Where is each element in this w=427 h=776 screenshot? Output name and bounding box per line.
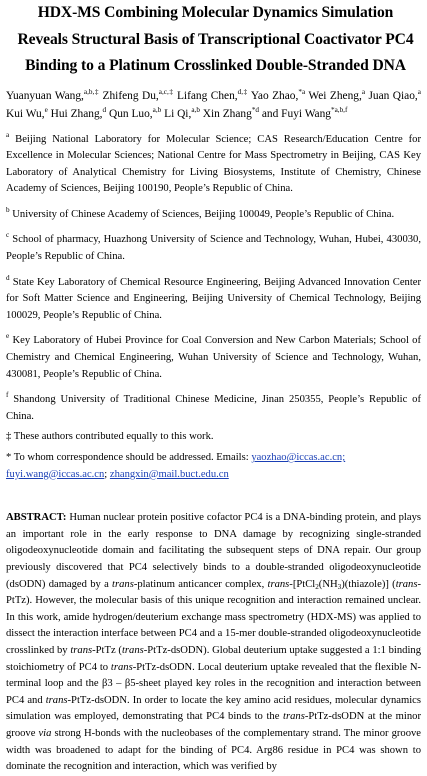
subscript: 3 — [337, 582, 342, 591]
title-line-1: HDX-MS Combining Molecular Dynamics Simulation — [37, 4, 394, 21]
author-affil-mark: *d — [251, 105, 260, 114]
author-affil-mark: e — [44, 105, 48, 114]
affil-mark: e — [6, 332, 10, 341]
author-affil-mark: *a,b,f — [331, 105, 348, 114]
author-affil-mark: a,b,‡ — [83, 87, 100, 96]
title-line-3: Binding to a Platinum Crosslinked Double-Stranded DNA — [25, 57, 406, 74]
affil-mark: b — [6, 205, 10, 214]
paper-title — [4, 0, 427, 80]
author-name: Yuanyuan Wang, — [6, 89, 84, 102]
affiliation-f — [6, 392, 421, 425]
abstract-text: -PtTz ( — [92, 644, 122, 656]
abstract-text: -PtTz-dsODN. Local deuterium uptake revealed that the flexible N-terminal loop and the β3 – β5-sheet played key roles in the recognition and interaction between PC4 and — [6, 661, 422, 706]
affil-text: Beijing National Laboratory for Molecular Science; CAS Research/Education Centre for Excellence in Molecular Sciences; National Centre for Mass Spectrometry in Beijing, CAS Key Laboratory of Analytical Chemistry for Living Biosystems, Institute of Chemistry, Chinese Academy of Sciences, Beijing 100190, People’s Republic of China. — [6, 133, 421, 195]
title-line-2: Reveals Structural Basis of Transcriptional Coactivator PC4 — [17, 30, 414, 48]
author-affil-mark: a,b — [152, 105, 162, 114]
abstract-text: strong H-bonds with the nucleobases of the complementary strand. The minor groove width was broadened to adapt for the binding of PC4. Arg86 residue in PC4 was shown to dominate the recognition and interaction, which was verified by — [6, 727, 421, 773]
abstract-text: (NH — [318, 578, 338, 590]
affiliation-c — [6, 232, 421, 265]
author-name: Hui Zhang, — [50, 107, 103, 120]
affiliation-a — [6, 132, 421, 198]
abstract-text: -PtTz-dsODN at the minor groove — [6, 711, 421, 739]
author-name: Kui Wu, — [6, 107, 45, 120]
abstract-heading: ABSTRACT: — [6, 512, 67, 524]
author-name: Qun Luo, — [108, 107, 153, 120]
affil-text: University of Chinese Academy of Sciences, Beijing 100049, People’s Republic of China. — [9, 208, 395, 220]
italic-term: trans — [121, 644, 144, 656]
subscript: 2 — [315, 582, 319, 591]
affil-text: State Key Laboratory of Chemical Resource Engineering, Beijing Advanced Innovation Center for Soft Matter Science and Engineering, Beijing University of Chemical Technology, Beijing 100029, People’s Republic of China. — [6, 276, 421, 321]
email-link-fuyi-wang[interactable]: fuyi.wang@iccas.ac.cn — [6, 468, 105, 480]
affil-text: Shandong University of Traditional Chinese Medicine, Jinan 250355, People’s Republic of China. — [6, 394, 421, 422]
abstract — [6, 510, 421, 776]
italic-term: trans — [267, 578, 290, 590]
author-name: Wei Zheng, — [308, 89, 362, 102]
abstract-text: Human nuclear protein positive cofactor PC4 is a DNA-binding protein, and plays an important role in the early response to DNA damage by recognizing single-stranded oligodeoxynucleotide domain and facilitating the subsequent steps of DNA repair. Our group previously discovered that PC4 selectively binds to a double-stranded oligodeoxynucleotide (dsODN) damaged by a — [6, 512, 421, 590]
author-affil-mark: a — [361, 87, 366, 96]
affiliations — [6, 132, 421, 484]
italic-term: trans — [283, 711, 305, 723]
affil-mark: a — [6, 130, 10, 139]
affil-mark: d — [6, 273, 10, 282]
affiliation-d — [6, 275, 421, 325]
abstract-text: -PtTz-dsODN. In order to locate the key amino acid residues, molecular dynamics simulation was employed, demonstrating that PC4 binds to the — [6, 694, 421, 723]
abstract-text: -[PtCl — [289, 578, 316, 590]
author-list — [6, 87, 421, 123]
affil-text: School of pharmacy, Huazhong University of Science and Technology, Wuhan, Hubei, 430030, People’s Republic of China. — [6, 234, 421, 263]
author-affil-mark: d,‡ — [237, 87, 248, 96]
correspondence-prefix: * To whom correspondence should be addressed. Emails: — [6, 452, 252, 463]
author-affil-mark: d — [102, 105, 107, 114]
affiliation-e — [6, 333, 421, 383]
italic-term: trans — [110, 661, 133, 673]
author-name: Juan Qiao, — [368, 89, 418, 102]
email-link-xin-zhang[interactable]: zhangxin@mail.buct.edu.cn — [109, 468, 229, 480]
author-name: Yao Zhao, — [250, 89, 299, 102]
author-name: and Fuyi Wang — [261, 107, 331, 120]
affiliation-b — [6, 207, 421, 224]
email-separator: ; — [104, 468, 110, 480]
affil-mark: c — [6, 231, 10, 240]
italic-term: trans — [395, 578, 418, 590]
author-affil-mark: *a — [298, 87, 306, 96]
email-link-yao-zhao[interactable]: yaozhao@iccas.ac.cn; — [251, 452, 346, 463]
abstract-text: -PtTz). However, the molecular basis of this unique recognition and interaction remained unclear. In this work, amide hydrogen/deuterium exchange mass spectrometry (HDX-MS) was applied to dissect the interaction interface between PC4 and a 15-mer double-stranded oligodeoxynucleotide crosslinked by — [6, 578, 422, 656]
author-name: Xin Zhang — [202, 107, 252, 120]
italic-term: via — [38, 727, 52, 739]
abstract-text: )(thiazole)] ( — [341, 578, 396, 590]
author-affil-mark: a,c,‡ — [158, 87, 174, 96]
affil-mark: f — [6, 391, 9, 400]
author-name: Zhifeng Du, — [102, 89, 159, 102]
equal-contribution-note: ‡ These authors contributed equally to this work. — [6, 431, 214, 443]
author-affil-mark: a,b — [191, 105, 200, 114]
affil-text: Key Laboratory of Hubei Province for Coal Conversion and New Carbon Materials; School of Chemistry and Chemical Engineering, Wuhan University of Science and Technology, Wuhan, 430081, People’s Republic of China. — [6, 335, 421, 380]
italic-term: trans — [112, 578, 134, 590]
abstract-text: -platinum anticancer complex, — [133, 578, 268, 590]
author-affil-mark: a — [417, 87, 421, 96]
author-name: Lifang Chen, — [176, 89, 238, 102]
italic-term: trans — [45, 694, 68, 706]
abstract-text: -PtTz-dsODN). Global deuterium uptake suggested a 1:1 binding stoichiometry of PC4 to — [6, 644, 421, 673]
correspondence-note — [6, 450, 421, 483]
author-name: Li Qi, — [164, 107, 192, 120]
italic-term: trans — [70, 644, 93, 656]
